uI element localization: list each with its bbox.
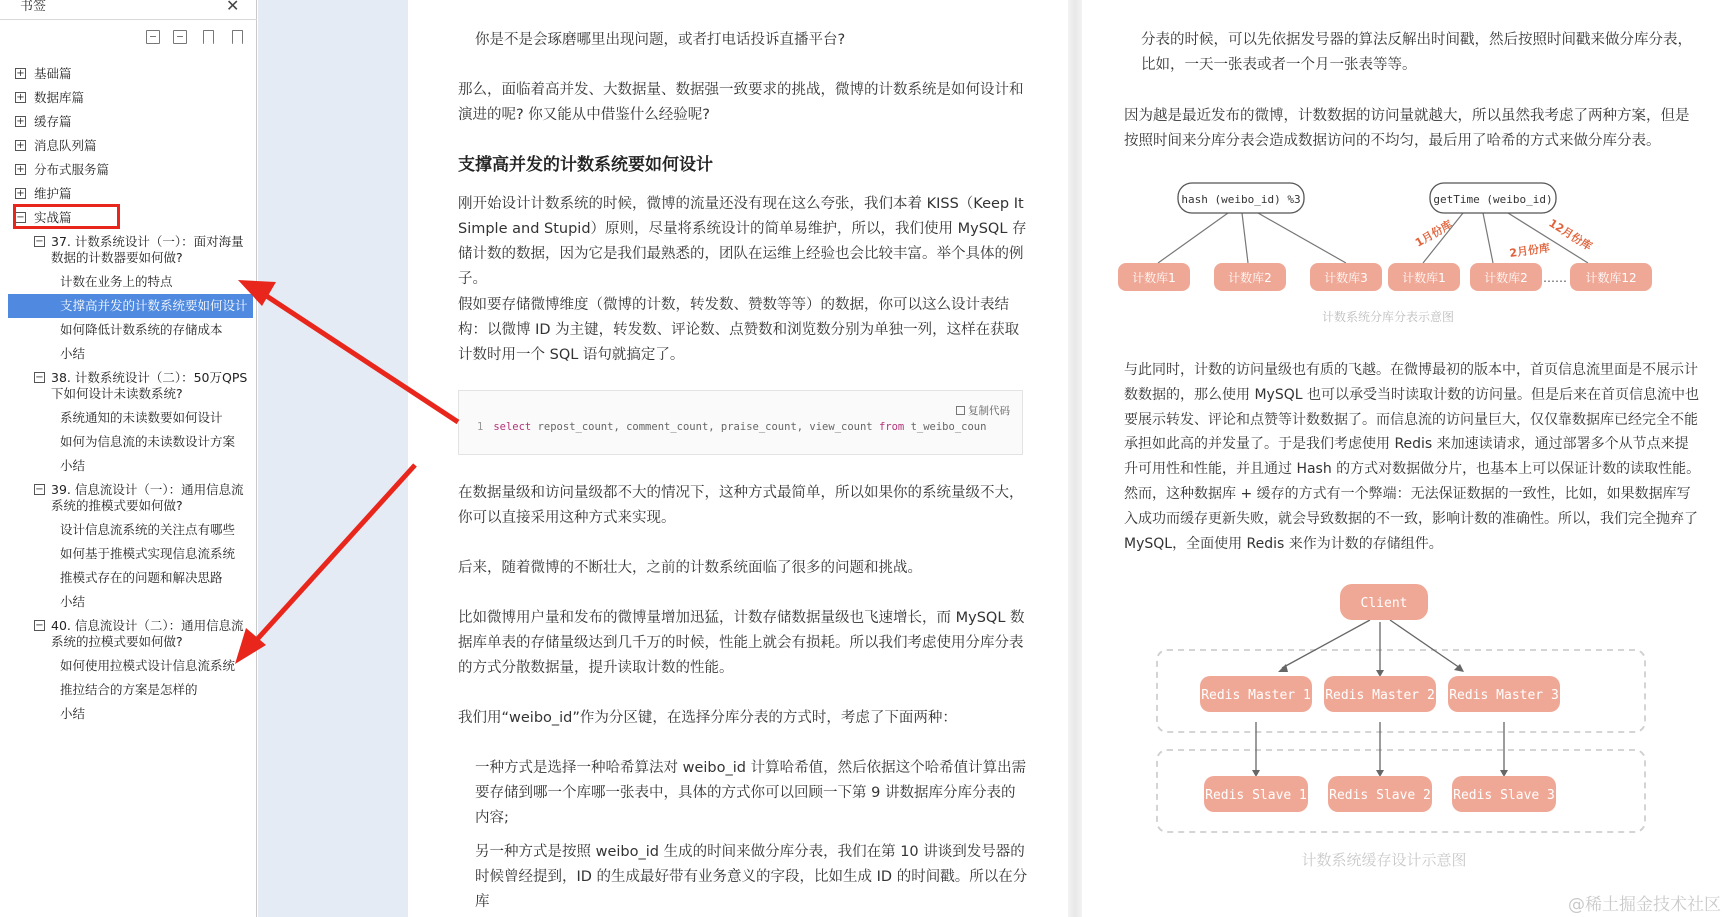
edge-label: 2月份库 <box>1508 241 1551 260</box>
expand-icon[interactable]: + <box>16 116 25 127</box>
bookmark-item-selected[interactable]: 支撑高并发的计数系统要如何设计 <box>8 294 253 318</box>
db-label: 计数库2 <box>1228 271 1272 285</box>
bookmark-item[interactable]: + 分布式服务篇 <box>16 162 110 177</box>
figure-caption: 计数系统分库分表示意图 <box>1321 310 1455 324</box>
bookmark-item[interactable]: − 实战篇 <box>16 210 72 225</box>
bookmark-item[interactable]: + 维护篇 <box>16 186 72 201</box>
figure-caption: 计数系统缓存设计示意图 <box>1301 851 1467 869</box>
paragraph: 我们用“weibo_id”作为分区键，在选择分库分表的方式时，考虑了下面两种： <box>458 710 957 726</box>
collapse-icon[interactable]: − <box>35 484 44 495</box>
paragraph: 分表的时候，可以先依据发号器的算法反解出时间戳，然后按照时间戳来做分库分表，比如，一天一张表或者一个月一张表等等。 <box>1141 32 1692 73</box>
paragraph: 在数据量级和访问量级都不大的情况下，这种方式最简单，所以如果你的系统量级不大，你可以直接采用这种方式来实现。 <box>458 485 1024 526</box>
bookmark-item[interactable]: 推模式存在的问题和解决思路 <box>60 570 223 585</box>
watermark: @稀土掘金技术社区 <box>1568 895 1721 915</box>
hash-label: hash (weibo_id) %3 <box>1181 193 1301 206</box>
close-icon[interactable]: ✕ <box>226 0 240 15</box>
arrow-line <box>262 293 458 422</box>
paragraph: 比如微博用户量和发布的微博量增加迅猛，计数存储数据量级也飞速增长，而 MySQL 数据库单表的存储量级达到几千万的时候，性能上就会有损耗。所以我们考虑使用分库分表的方式分散数据量，提升读取计数的性能。 <box>458 610 1025 676</box>
paragraph: 假如要存储微博维度（微博的计数，转发数、赞数等等）的数据，你可以这么设计表结构：以微博 ID 为主键，转发数、评论数、点赞数和浏览数分别为单独一列，这样在获取计数时用一个 SQL 语句就搞定了。 <box>458 297 1020 363</box>
slave-label: Redis Slave 2 <box>1329 788 1431 803</box>
bookmark-item[interactable]: + 数据库篇 <box>16 90 85 105</box>
section-heading: 支撑高并发的计数系统要如何设计 <box>458 155 713 175</box>
bookmark-item[interactable]: 如何降低计数系统的存储成本 <box>60 322 223 337</box>
db-label: 计数库3 <box>1324 271 1368 285</box>
bookmark-item[interactable]: − 40. 信息流设计（二）：通用信息流系统的拉模式要如何做? <box>35 618 244 649</box>
db-label: 计数库12 <box>1585 271 1637 285</box>
paragraph: 因为越是最近发布的微博，计数数据的访问量就越大，所以虽然我考虑了两种方案，但是按照时间来分库分表会造成数据访问的不均匀，最后用了哈希的方式来做分库分表。 <box>1124 108 1690 149</box>
paragraph: 与此同时，计数的访问量级也有质的飞越。在微博最初的版本中，首页信息流里面是不展示计数数据的，那么使用 MySQL 也可以承受当时读取计数的访问量。但是后来在首页信息流中也要展示转发、评论和点赞等计数数据了。而信息流的访问量巨大，仅仅靠数据库已经完全不能承担如此高的并发量了。于是我们考虑使用 Redis 来加速读请求，通过部署多个从节点来提升可用性和性能，并且通过 Hash 的方式对数据做分片，也基本上可以保证计数的读取性能。然而，这种数据库 + 缓存的方式有一个弊端：无法保证数据的一致性，比如，如果数据库写入成功而缓存更新失败，就会导致数据的不一致，影响计数的准确性。所以，我们完全抛弃了 MySQL，全面使用 Redis 来作为计数的存储组件。 <box>1124 362 1701 552</box>
bookmark-item[interactable]: + 消息队列篇 <box>16 138 97 153</box>
edge-label: 12月份库 <box>1546 216 1595 254</box>
client-label: Client <box>1360 596 1408 611</box>
collapse-icon[interactable]: − <box>16 212 25 223</box>
master-label: Redis Master 2 <box>1325 688 1435 703</box>
bookmark-panel-title: 书签 <box>20 0 47 14</box>
master-label: Redis Master 1 <box>1201 688 1311 703</box>
bookmark-item[interactable]: − 37. 计数系统设计（一）：面对海量数据的计数器要如何做? <box>35 234 244 265</box>
bookmark-item[interactable]: 小结 <box>60 594 86 609</box>
bookmark-item[interactable]: + 缓存篇 <box>16 114 72 129</box>
bookmark-item[interactable]: − 38. 计数系统设计（二）：50万QPS下如何设计未读数系统? <box>35 370 248 401</box>
paragraph: 刚开始设计计数系统的时候，微博的流量还没有现在这么夸张，我们本着 KISS（Keep It Simple and Stupid）原则，尽量将系统设计的简单易维护，所以，我们使用 MySQL 存储计数的数据，因为它是我们最熟悉的，团队在运维上经验也会比较丰富。举个具体的例子。 <box>458 196 1027 287</box>
bookmark-item[interactable]: 推拉结合的方案是怎样的 <box>60 682 198 697</box>
db-label: 计数库2 <box>1484 271 1528 285</box>
edge-label: 1月份库 <box>1413 218 1455 250</box>
copy-code-button[interactable]: 复制代码 <box>956 403 1010 418</box>
db-label: 计数库1 <box>1132 271 1176 285</box>
bookmark-item[interactable]: 小结 <box>60 346 86 361</box>
paragraph: 后来，随着微博的不断壮大，之前的计数系统面临了很多的问题和挑战。 <box>458 560 922 576</box>
bookmark-item[interactable]: 小结 <box>60 458 86 473</box>
db-label: 计数库1 <box>1402 271 1446 285</box>
bookmark-item[interactable]: 计数在业务上的特点 <box>60 274 173 289</box>
arrow-head <box>238 280 276 306</box>
time-label: getTime (weibo_id) <box>1433 193 1553 206</box>
bookmark-item[interactable]: 系统通知的未读数要如何设计 <box>60 410 223 425</box>
bookmark-item[interactable]: + 基础篇 <box>16 66 72 81</box>
collapse-icon[interactable]: − <box>35 236 44 247</box>
bookmark-item[interactable]: 小结 <box>60 706 86 721</box>
bookmark-item[interactable]: 设计信息流系统的关注点有哪些 <box>60 522 236 537</box>
expand-icon[interactable]: + <box>16 164 25 175</box>
bookmark-item[interactable]: 如何基于推模式实现信息流系统 <box>60 546 236 561</box>
paragraph: 那么，面临着高并发、大数据量、数据强一致要求的挑战，微博的计数系统是如何设计和演进的呢? 你又能从中借鉴什么经验呢? <box>458 82 1024 123</box>
expand-icon[interactable]: + <box>16 140 25 151</box>
bookmark-item[interactable]: 如何使用拉模式设计信息流系统 <box>60 658 236 673</box>
list-item: 一种方式是选择一种哈希算法对 weibo_id 计算哈希值，然后依据这个哈希值计算出需要存储到哪一个库哪一张表中，具体的方式你可以回顾一下第 9 讲数据库分库分表的内容; <box>475 760 1027 826</box>
list-item: 另一种方式是按照 weibo_id 生成的时间来做分库分表，我们在第 10 讲谈到发号器的时候曾经提到，ID 的生成最好带有业务意义的字段，比如生成 ID 的时间戳。所以在分库 <box>475 844 1028 910</box>
master-label: Redis Master 3 <box>1449 688 1559 703</box>
collapse-icon[interactable]: − <box>35 372 44 383</box>
expand-icon[interactable]: + <box>16 92 25 103</box>
arrow-line <box>252 465 415 645</box>
bookmark-item[interactable]: − 39. 信息流设计（一）：通用信息流系统的推模式要如何做? <box>35 482 244 513</box>
collapse-icon[interactable]: − <box>35 620 44 631</box>
code-line: 1 select repost_count, comment_count, praise_count, view_count from t_weibo_coun <box>477 421 987 433</box>
slave-label: Redis Slave 1 <box>1205 788 1307 803</box>
bookmark-item[interactable]: 如何为信息流的未读数设计方案 <box>60 434 236 449</box>
slave-label: Redis Slave 3 <box>1453 788 1555 803</box>
expand-icon[interactable]: + <box>16 188 25 199</box>
paragraph: 你是不是会琢磨哪里出现问题，或者打电话投诉直播平台? <box>475 32 846 48</box>
expand-icon[interactable]: + <box>16 68 25 79</box>
ellipsis: …… <box>1543 271 1567 285</box>
